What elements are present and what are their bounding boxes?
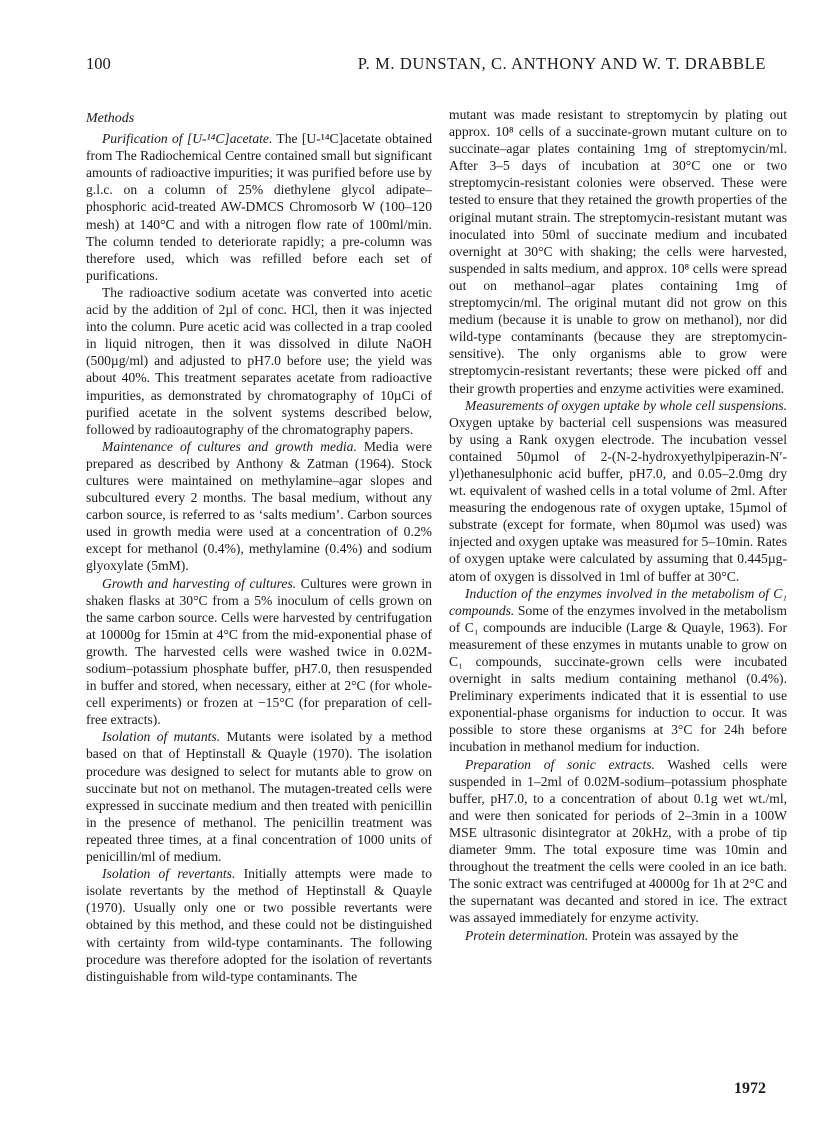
paragraph-lead: Purification of [U-¹⁴C]acetate. [102,131,273,147]
paragraph-text: The [U-¹⁴C]acetate obtained from The Radiochemical Centre contained small but significant amounts of radioactive impurities; it was purified before use by g.l.c. on a column of 25% diethylene glycol adipate–phosphoric acid-treated AW-DMCS Chromosorb W (100–120 mesh) at 140°C and with a nitrogen flow rate of 100ml/min. The column tended to deteriorate rapidly; a pre-column was therefore used, which was refilled before each set of purifications. [86,131,432,283]
running-header [0,54,816,84]
paragraph-growth-harvesting [86,575,432,729]
section-heading-methods: Methods [86,111,135,126]
paragraph-lead: Isolation of mutants. [102,729,221,745]
paragraph-lead: Preparation of sonic extracts. [465,756,655,772]
journal-year: 1972 [734,1080,766,1097]
paragraph-protein-determination [449,927,787,944]
paragraph-text: Oxygen uptake by bacterial cell suspensions was measured by using a Rank oxygen electrode. The incubation vessel contained 50µmol of 2-(N-2-hydroxyethylpiperazin-N′-yl)ethanesulphonic acid buffer, pH7.0, and 0.05–2.0mg dry wt. equivalent of washed cells in a total volume of 2ml. After measuring the endogenous rate of oxygen uptake, 15µmol of substrate (except for formate, when 80µmol was used) was injected and oxygen uptake was measured for 5–10min. Rates of oxygen uptake were calculated by assuming that 0.445µg-atom of oxygen is dissolved in 1ml of buffer at 30°C. [449,414,787,584]
paragraph-isolation-mutants [86,728,432,865]
paragraph-revertants-continued [449,106,787,397]
paragraph-text: Mutants were isolated by a method based on that of Heptinstall & Quayle (1970). The isolation procedure was designed to select for mutants able to grow on succinate but not on methanol. The mutagen-treated cells were expressed in succinate medium and then treated with penicillin in the presence of methanol. The penicillin treatment was repeated three times, at a final concentration of 1000 units of penicillin/ml of medium. [86,729,432,865]
page-number: 100 [86,54,111,73]
right-column [449,106,787,944]
paragraph-purification [86,130,432,284]
paragraph-isolation-revertants [86,865,432,985]
running-authors: P. M. DUNSTAN, C. ANTHONY AND W. T. DRABBLE [357,54,766,73]
paragraph-sodium-acetate [86,284,432,438]
paragraph-lead: Isolation of revertants. [102,866,236,882]
paragraph-lead: Maintenance of cultures and growth media. [102,438,357,454]
paragraph-text: Washed cells were suspended in 1–2ml of 0.02M-sodium–potassium phosphate buffer, pH7.0, to a concentration of about 0.1g wet wt./ml, and were then sonicated for periods of 2–3min in a 100W MSE ultrasonic disintegrator at 20kHz, with a probe of tip diameter 9mm. The total exposure time was 10min and throughout the treatment the cells were cooled in an ice bath. The sonic extract was centrifuged at 40000g for 1h at 2°C and the supernatant was decanted and stored in ice. The extract was assayed immediately for enzyme activity. [449,756,788,926]
paragraph-lead: Measurements of oxygen uptake by whole cell suspensions. [465,397,787,413]
paragraph-lead: Induction of the enzymes involved in the metabolism of C₁ compounds. [449,585,787,618]
paragraph-lead: Growth and harvesting of cultures. [102,575,297,591]
paragraph-lead: Protein determination. [465,927,589,943]
paragraph-text: mutant was made resistant to streptomycin by plating out approx. 10⁸ cells of a succinate-grown mutant culture on to succinate–agar plates containing 1mg of streptomycin/ml. After 3–5 days of incubation at 30°C one or two streptomycin-resistant colonies were observed. These were tested to ensure that they retained the growth properties of the original mutant strain. The streptomycin-resistant mutant was inoculated into 50ml of succinate medium and incubated overnight at 30°C with shaking; the cells were harvested, suspended in salts medium, and approx. 10⁸ cells were spread out on methanol–agar plates containing 1mg of streptomycin/ml. The original mutant did not grow on this medium (because it is unable to grow on methanol), nor did wild-type contaminants (because they are streptomycin-sensitive). The only organisms able to grow were streptomycin-resistant revertants; these were picked off and their growth properties and enzyme activities were examined. [449,107,787,396]
paragraph-induction [449,585,787,756]
paragraph-sonic-extracts [449,756,787,927]
paragraph-text: Initially attempts were made to isolate revertants by the method of Heptinstall & Quayle (1970). Usually only one or two possible revertants were obtained by this method, and these could not be distinguished with certainty from wild-type contaminants. The following procedure was therefore adopted for the isolation of revertants distinguishable from wild-type contaminants. The [86,866,433,984]
paragraph-text: Some of the enzymes involved in the metabolism of C₁ compounds are inducible (Large & Quayle, 1963). For measurement of these enzymes in mutants unable to grow on C₁ compounds, succinate-grown cells were incubated overnight in salts medium containing methanol (0.4%). Preliminary experiments indicated that it is essential to use exponential-phase organisms for induction to occur. It was possible to store these organisms at 3°C for 24h before incubation in methanol medium for induction. [449,602,787,755]
paragraph-text: Cultures were grown in shaken flasks at 30°C from a 5% inoculum of cells grown on the same carbon source. Cells were harvested by centrifugation at 10000g for 15min at 4°C from the mid-exponential phase of growth. The harvested cells were washed twice in 0.02M-sodium–potassium phosphate buffer, pH7.0, then resuspended in buffer and stored, when necessary, either at 2°C (for whole-cell experiments) or frozen at −15°C (for preparation of cell-free extracts). [86,575,432,728]
paragraph-text: Media were prepared as described by Anthony & Zatman (1964). Stock cultures were maintained on methylamine–agar slopes and subcultured every 2 months. The basal medium, without any carbon source, is referred to as ‘salts medium’. Carbon sources used in growth media were used at a concentration of 0.2% except for methanol (0.4%), methylamine (0.4%) and sodium glyoxylate (5mM). [86,438,432,574]
paragraph-maintenance [86,438,432,575]
left-column [86,106,432,985]
paragraph-text: The radioactive sodium acetate was converted into acetic acid by the addition of 2µl of conc. HCl, then it was injected into the column. Pure acetic acid was collected in a trap cooled in liquid nitrogen, then it was dissolved in dilute NaOH (500µg/ml) and adjusted to pH7.0 before use; the yield was about 40%. This treatment separates acetate from radioactive impurities, as demonstrated by chromatography of 10µCi of purified acetate in the solvent systems described below, followed by radioautography of the chromatography papers. [86,284,432,437]
paragraph-oxygen-uptake [449,397,787,585]
paragraph-text: Protein was assayed by the [591,927,739,943]
